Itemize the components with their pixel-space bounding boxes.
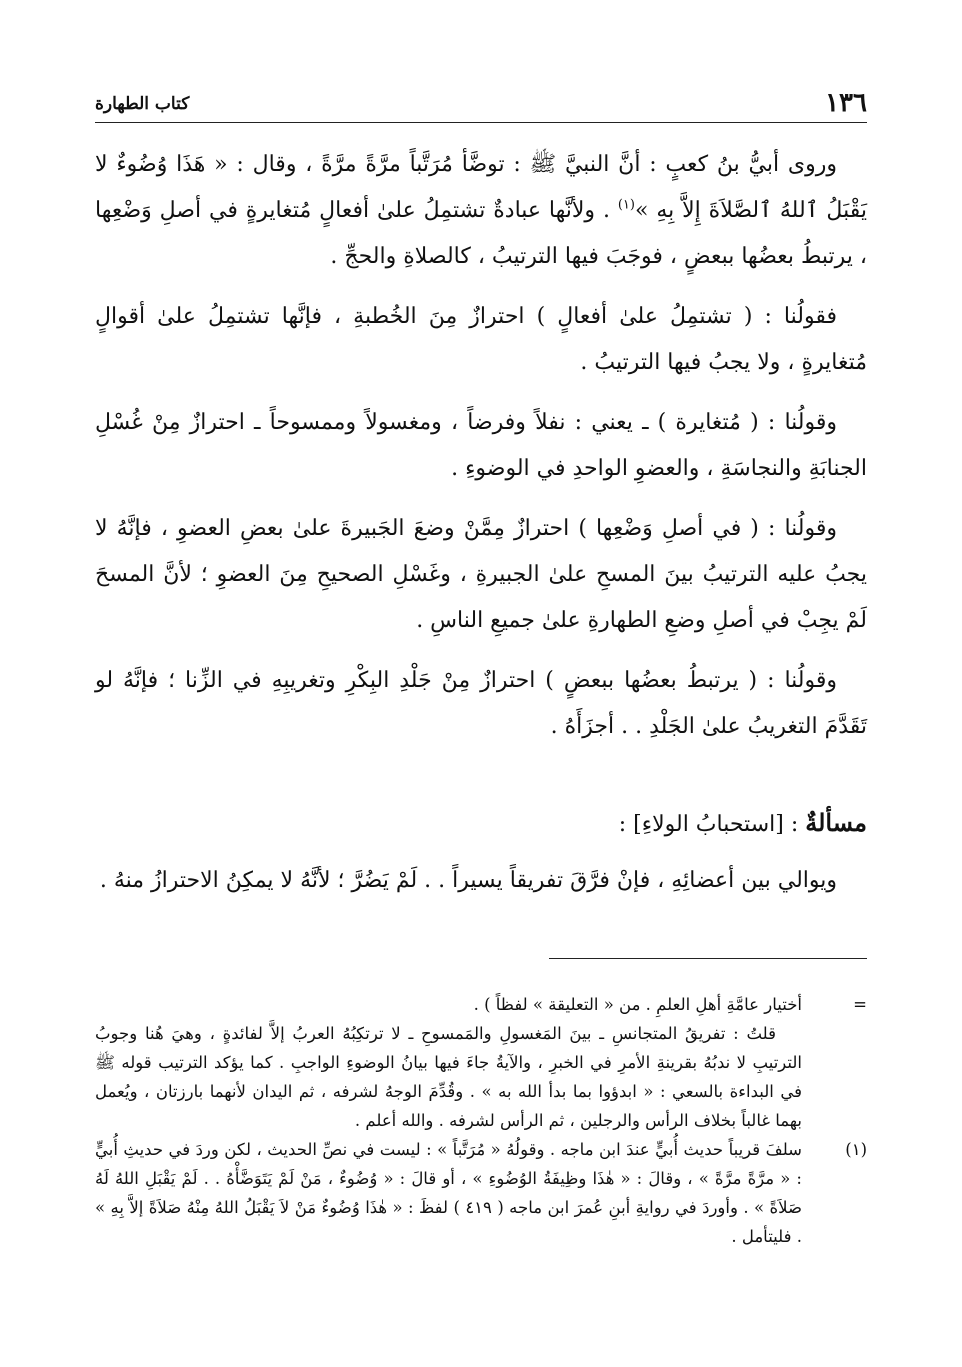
paragraph-condition-2: وقولُنا : ( مُتغايرة ) ـ يعني : نفلاً وفرضاً ، ومغسولاً وممسوحاً ـ احترازٌ مِنْ غُسْلِ الجنابَةِ والنجاسَةِ ، والعضوِ الواحدِ في الوضوءِ . [95,410,867,481]
running-title: كتاب الطهارة [95,94,190,114]
paragraph-condition-3: وقولُنا : ( في أصلِ وَضْعِها ) احترازٌ مِمَّنْ وضعَ الجَبيرةَ علىٰ بعضِ العضوِ ، فإنَّهُ لا يجبُ عليه الترتيبُ بينَ المسحِ علىٰ الجبيرةِ ، وغَسْلِ الصحيحِ مِنَ العضوِ ؛ لأنَّ المسحَ لَمْ يجِبْ في أصلِ وضعِ الطهارةِ علىٰ جميعِ الناسِ . [95,516,867,633]
paragraph-condition-1: فقولُنا : ( تشتمِلُ علىٰ أفعالٍ ) احترازٌ مِنَ الخُطبةِ ، فإنَّها تشتمِلُ علىٰ أقوالٍ مُتغايرةٍ ، ولا يجبُ فيها الترتيبُ . [95,304,867,375]
main-text [95,142,867,918]
paragraph-text: وروى أبيُّ بنُ كعبٍ : أنَّ النبيَّ ﷺ : توضَّأ مُرَتَّباً مرَّةً مرَّةً ، وقال : « هَذَا وُضُوءٌ لا يَقْبَلُ ٱللهُ ٱلصَّلاَةَ إِلاَّ بِهِ » [95,152,867,223]
paragraph-condition-4: وقولُنا : ( يرتبطُ بعضُها ببعضٍ ) احترازٌ مِنْ جَلْدِ البِكْرِ وتغريبِهِ في الزِّنا ؛ فإنَّهُ لو تَقَدَّمَ التغريبُ علىٰ الجَلْدِ . . أجزَأَهُ . [95,668,867,739]
section-heading [95,800,867,848]
footnote-divider [549,958,867,959]
footnote-text: سلفَ قريباً حديث أُبيٍّ عندَ ابن ماجه . وقولُهُ « مُرَتَّباً » : ليست في نصِّ الحديث ، لكن وردَ في حديثِ أُبيٍّ : « مرَّةً مرَّةً » ، وقالَ : « هٰذَا وظِيفَةُ الوُضُوءِ » ، أو قالَ : « وُضُوءٌ ، مَنْ لَمْ يَتَوَضَّأْهُ . . لَمْ يَقْبَلِ اللهُ لَهُ صَلاَةً » . وأوردَ في روايةِ أبنِ عُمرَ ابن ماجه ( ٤١٩ ) لفظَ : « هٰذَا وُضُوءٌ مَنْ لاَ يَقْبَلُ اللهُ مِنْهُ صَلاَةً إلاَّ بِهِ » . فليتأمل . [95,1140,802,1246]
paragraph-continuity: ويوالي بين أعضائِهِ ، فإنْ فرَّقَ تفريقاً يسيراً . . لَمْ يَضُرَّ ؛ لأنَّهُ لا يمكِنُ الاحترازُ منهُ . [99,868,837,893]
page-number: ١٣٦ [825,88,867,118]
footnote-text: قلتُ : تفريقُ المتجانسِ ـ بينَ المَغسولِ والمَمسوحِ ـ لا ترتكِبُهُ العربُ إلاَّ لفائدةٍ ، وهيَ هُنا وجوبُ الترتيبِ لا ندبُهُ بقرينةِ الأمرِ في الخبرِ ، والآيةُ جاءَ فيها بيانُ الوضوءِ الواجبِ . كما يؤكد الترتيب قوله ﷺ في البداءة بالسعي : « ابدؤوا بما بدأ الله به » . وقُدِّمَ الوجهُ لشرفه ، ثم اليدان لأنهما بارزتان ، ويُعمل بهما غالباً بخلاف الرأس والرجلين ، ثم الرأس لشرفه . والله أعلم . [95,1024,802,1130]
page-header [95,88,867,123]
footnote-marker: (١) [845,1140,867,1159]
footnote-ref: (١) [617,197,635,213]
paragraph-hadith [95,142,867,280]
continuation-marker: = [853,995,867,1014]
masala-label: مسألةٌ [805,808,867,837]
masala-title: : [استحبابُ الولاءِ] : [618,812,806,837]
footnote-text: أختيار عامَّةِ أهلِ العلمِ . من « التعليقة » لفظاً ) . [473,995,802,1014]
footnote-1 [95,1135,867,1251]
paragraph-text-continued: . ولأنَّها عبادةٌ تشتمِلُ علىٰ أفعالٍ مُتغايرةٍ في أصلِ وَضْعِها ، يرتبطُ بعضُها ببعضٍ ، فوجَبَ فيها الترتيبُ ، كالصلاةِ والحجِّ . [95,198,867,269]
footnotes [95,990,867,1251]
footnote-continuation [95,990,867,1135]
